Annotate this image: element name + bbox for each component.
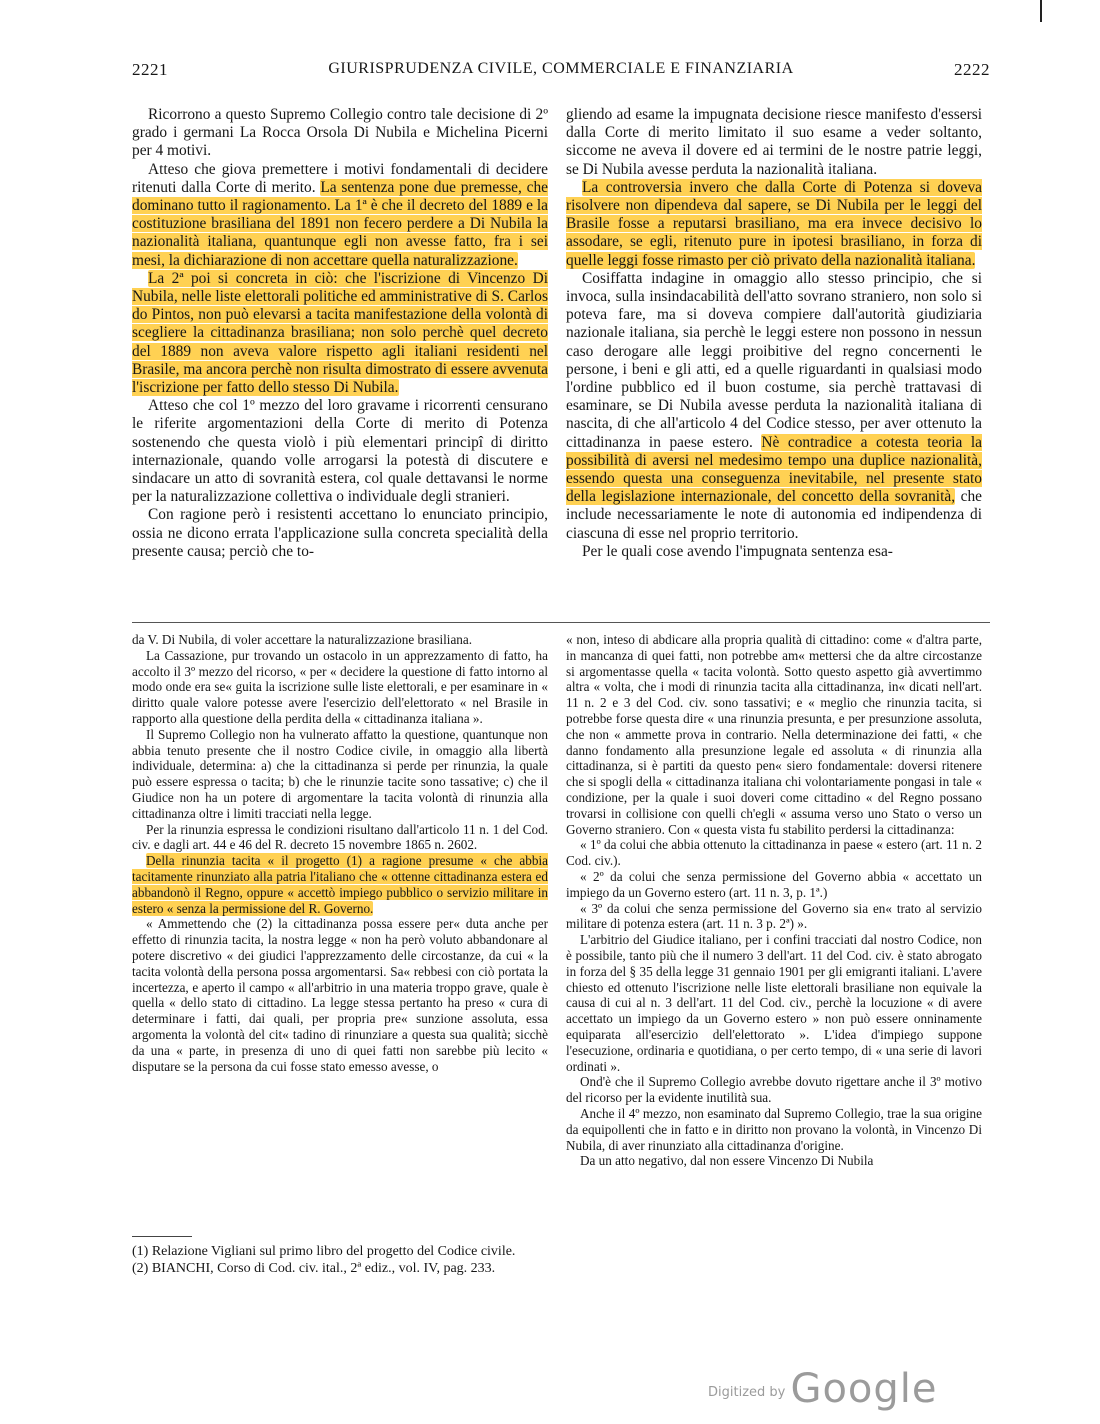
edge-mark bbox=[1040, 0, 1042, 22]
paragraph: La Cassazione, pur trovando un ostacolo in un apprezzamento di fatto, ha accolto il 3º mezzo del ricorso, « per « decidere la questione di fatto intorno al modo onde era se« guita la iscrizione sulle liste elettorali, e per esaminare in « diritto quale valore potesse avere l'esercizio dell'elettorato « nel Brasile in rapporto alla questione della perdita della « cittadinanza italiana ». bbox=[132, 647, 548, 726]
text-run: Cosiffatta indagine in omaggio allo stesso principio, che si invoca, sulla insindacabilità dell'atto sovrano straniero, non solo si poteva fare, ma si doveva compiere dall'autorità giudiziaria nazionale italiana, sia perchè le leggi estere non possono in nessun caso derogare alle leggi proibitive del regno concernenti le persone, i beni e gli atti, ed a quelle riguardanti in qualsiasi modo l'ordine pubblico ed il buon costume, sia perchè trattavasi di esaminare, se Di Nubila avesse perduta la nazionalità italiana di nascita, di che all'articolo 4 del Codice stesso, per aver ottenuto la cittadinanza in paese estero. bbox=[566, 269, 982, 451]
highlighted-text: La sentenza pone due premesse, che dominano tutto il ragionamento. La 1ª è che il decreto del 1889 e la costituzione brasiliana del 1891 non fecero perdere a Di Nubila la nazionalità italiana, quantunque egli non avesse fatto, fra i sei mesi, la dichiarazione di non accettare quella naturalizzazione. bbox=[132, 178, 548, 269]
paragraph: Anche il 4º mezzo, non esaminato dal Supremo Collegio, trae la sua origine da equipollenti che in fatto e in diritto non provano la volontà, in Vincenzo Di Nubila, di aver rinunziato alla cittadinanza d'origine. bbox=[566, 1105, 982, 1153]
footnotes bbox=[132, 1243, 548, 1277]
paragraph: Per le quali cose avendo l'impugnata sentenza esa- bbox=[582, 542, 893, 560]
page-number-left: 2221 bbox=[132, 60, 168, 79]
paragraph: « Ammettendo che (2) la cittadinanza possa essere per« duta anche per effetto di rinunzia tacita, la nostra legge « non ha però voluto abbandonare al potere discretivo « dei giudici l'apprezzamento delle circostanze, da cui « la tacita volontà della persona possa argomentarsi. Sa« rebbesi con ciò portata la incertezza, e aperto il campo « all'arbitrio in una materia troppo grave, quale è quella « dello stato di cittadino. La legge stessa pertanto ha preso « cura di determinare i fatti, dai quali, per propria pre« sunzione assoluta, essa argomenta la volontà del cit« tadino di rinunziare a questa sua qualità; sicchè da una « parte, in presenza di uno di quei fatti non sarebbe più lecito « disputare se la persona da cui fosse stato emesso avesse, o bbox=[132, 916, 548, 1074]
paragraph: Il Supremo Collegio non ha vulnerato affatto la questione, quantunque non abbia tenuto presente che il nostro Codice civile, in omaggio alla libertà individuale, determina: a) che la cittadinanza si perde per rinunzia, la quale può essere espressa o tacita; b) che le rinunzie tacite sono tassative; c) che il Giudice non ha un potere di argomentare la tacita volontà di rinunzia alla cittadinanza oltre i limiti tracciati nella legge. bbox=[132, 726, 548, 821]
main-column-left bbox=[132, 106, 548, 561]
paragraph bbox=[132, 161, 548, 270]
paragraph bbox=[566, 179, 982, 270]
watermark-prefix: Digitized by bbox=[708, 1385, 786, 1400]
page-number-right: 2222 bbox=[954, 60, 990, 79]
paragraph: L'arbitrio del Giudice italiano, per i confini tracciati dal nostro Codice, non è possibile, tanto più che il numero 3 dell'art. 11 del Cod. civ. è stato abrogato in forza del § 35 della legge 31 gennaio 1901 per gli emigranti italiani. L'avere chiesto ed ottenuto l'iscrizione nelle liste elettorali brasiliane non equivale la causa di cui al n. 3 dell'art. 11 del Cod. civ., perchè la locuzione « di avere accettato un impiego da un Governo estero » non può essere onninamente equiparata all'esercizio dell'elettorato ». L'idea d'impiego suppone l'esecuzione, ordinaria e quotidiana, o per certo tempo, di « una serie di lavori ordinati ». bbox=[566, 932, 982, 1074]
section-divider bbox=[132, 622, 990, 623]
highlighted-text: Nè contradice a cotesta teoria la possibilità di aversi nel medesimo tempo una duplice nazionalità, essendo questa una conseguenza inevitabile, nel presente stato della legislazione internazionale, del concetto della sovranità, bbox=[566, 433, 982, 506]
paragraph bbox=[132, 853, 548, 916]
paragraph: da V. Di Nubila, di voler accettare la naturalizzazione brasiliana. bbox=[132, 632, 473, 647]
paragraph bbox=[566, 270, 982, 543]
note-column-right bbox=[566, 632, 982, 1169]
paragraph: Con ragione però i resistenti accettano lo enunciato principio, ossia ne dicono errata l'applicazione sulla concreta specialità della presente causa; perciò che to- bbox=[132, 506, 548, 560]
paragraph: gliendo ad esame la impugnata decisione riesce manifesto d'essersi dalla Corte di merito limitato il suo esame a veder soltanto, siccome ne aveva il dovere ed ai termini de le nostre patrie leggi, se Di Nubila avesse perduta la nazionalità italiana. bbox=[566, 106, 982, 178]
footnote-rule bbox=[132, 1236, 192, 1237]
paragraph: « non, inteso di abdicare alla propria qualità di cittadino: come « d'altra parte, in mancanza di quei fatti, non potrebbe am« mettersi che da altre circostanze si argomentasse quella « tacita volontà. Sotto questo aspetto già avvertimmo altra « volta, che i modi di rinunzia tacita alla cittadinanza, in« dicati nell'art. 11 n. 2 e 3 del Cod. civ. sono tassativi; e « meglio che rinunzia tacita, si potrebbe forse questa dire « una rinunzia presunta, e per presunzione assoluta, che non « ammette prova in contrario. Nella determinazione dei fatti, « che danno fondamento alla presunzione legale ed assoluta « di rinunzia alla cittadinanza, si è partiti da questo pen« siero fondamentale: doversi ritenere che si spogli della « cittadinanza italiana chi volontariamente pongasi in tale « condizione, per la quale i suoi doveri come cittadino « del Regno possano trovarsi in collisione con quelli ch'egli « assuma verso uno Stato o verso un Governo straniero. Con « questa vista fu stabilito perdersi la cittadinanza: bbox=[566, 632, 982, 837]
paragraph: Per la rinunzia espressa le condizioni risultano dall'articolo 11 n. 1 del Cod. civ. e dagli art. 44 e 46 del R. decreto 15 novembre 1865 n. 2602. bbox=[132, 821, 548, 853]
footnote: (2) BIANCHI, Corso di Cod. civ. ital., 2ª ediz., vol. IV, pag. 233. bbox=[132, 1261, 496, 1276]
text-run: Atteso che giova premettere i motivi fondamentali di decidere ritenuti dalla Corte di merito. bbox=[132, 160, 548, 196]
paragraph: « 2º da colui che senza permissione del Governo abbia « accettato un impiego da un Governo estero (art. 11 n. 3, p. 1ª.) bbox=[566, 868, 982, 900]
highlighted-text: La controversia invero che dalla Corte di Potenza si doveva risolvere non dipendeva dal sapere, se Di Nubila per le leggi del Brasile fosse a reputarsi brasiliano, ma era invece decisivo lo assodare, se egli, ritenuto pure in ipotesi brasiliano, in forza di quelle leggi fosse rimasto per ciò privato della nazionalità italiana. bbox=[566, 178, 982, 269]
paragraph: « 3º da colui che senza permissione del Governo sia en« trato al servizio militare di potenza estera (art. 11 n. 3 p. 2ª) ». bbox=[566, 900, 982, 932]
footnote: (1) Relazione Vigliani sul primo libro del progetto del Codice civile. bbox=[132, 1244, 516, 1259]
paragraph: Da un atto negativo, dal non essere Vincenzo Di Nubila bbox=[580, 1153, 874, 1169]
highlighted-text: Della rinunzia tacita « il progetto (1) a ragione presume « che abbia tacitamente rinunziato alla patria l'italiano che « ottenne cittadinanza estera ed abbandonò il Regno, oppure « accettò impiego pubblico o servizio militare in estero « senza la permissione del R. Governo. bbox=[132, 853, 548, 916]
digitized-watermark bbox=[708, 1366, 938, 1412]
paragraph: Ond'è che il Supremo Collegio avrebbe dovuto rigettare anche il 3º motivo del ricorso per la evidente inutilità sua. bbox=[566, 1074, 982, 1106]
main-column-right bbox=[566, 106, 982, 561]
running-header bbox=[132, 60, 990, 88]
text-run: che include necessariamente le note di autonomia ed indipendenza di ciascuna di esse nel proprio territorio. bbox=[566, 488, 982, 542]
paragraph: Ricorrono a questo Supremo Collegio contro tale decisione di 2º grado i germani La Rocca Orsola Di Nubila e Michelina Picerni per 4 motivi. bbox=[132, 106, 548, 160]
google-logo: Google bbox=[790, 1366, 938, 1412]
note-column-left bbox=[132, 632, 548, 1074]
paragraph: « 1º da colui che abbia ottenuto la cittadinanza in paese « estero (art. 11 n. 2 Cod. civ.). bbox=[566, 837, 982, 869]
paragraph bbox=[132, 270, 548, 397]
journal-title: GIURISPRUDENZA CIVILE, COMMERCIALE E FINANZIARIA bbox=[328, 60, 794, 77]
paragraph: Atteso che col 1º mezzo del loro gravame i ricorrenti censurano le riferite argomentazioni della Corte di merito di Potenza sostenendo che questa violò i più elementari principî di diritto internazionale, quando volle arrogarsi la potestà di discutere e sindacare un atto di sovranità estera, col quale dettavansi le norme per la naturalizzazione collettiva o individuale degli stranieri. bbox=[132, 397, 548, 506]
highlighted-text: La 2ª poi si concreta in ciò: che l'iscrizione di Vincenzo Di Nubila, nelle liste elettorali politiche ed amministrative di S. Carlos do Pintos, non può elevarsi a tacita manifestazione della volontà di scegliere la cittadinanza brasiliana; non solo perchè quel decreto del 1889 non aveva valore rispetto agli italiani residenti nel Brasile, ma ancora perchè non risulta dimostrato di essere avvenuta l'iscrizione per fatto dello stesso Di Nubila. bbox=[132, 269, 548, 397]
